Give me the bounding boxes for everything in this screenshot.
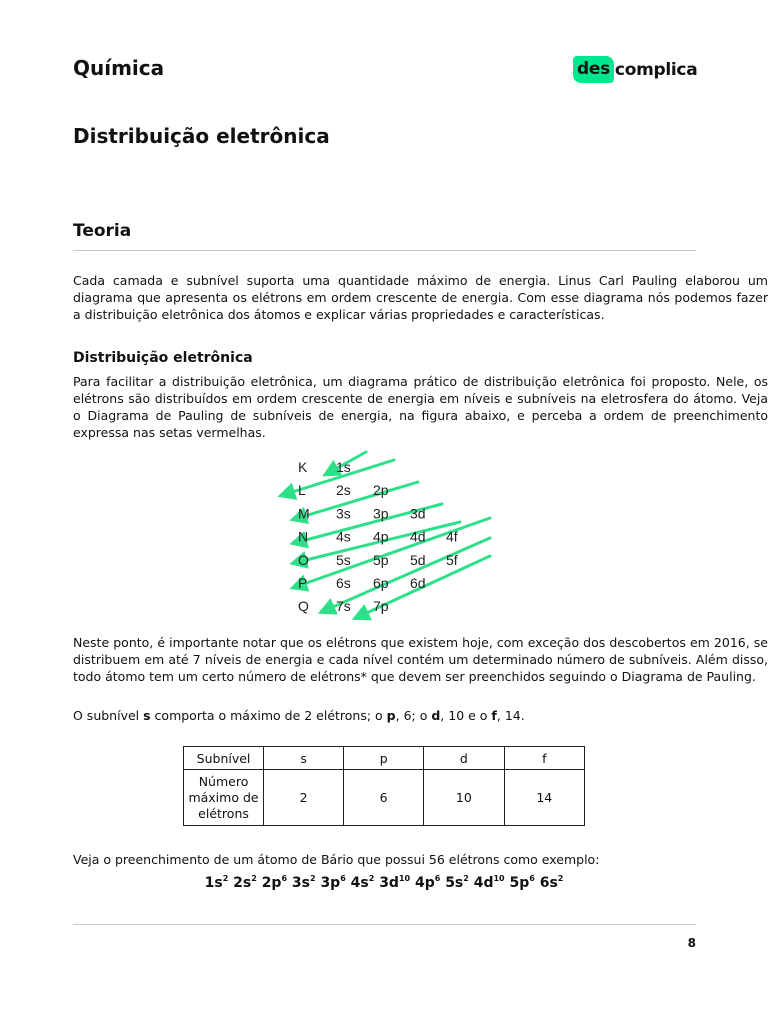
term-exponent: 6 bbox=[340, 874, 346, 883]
diagram-subshell-label: 3p bbox=[373, 505, 389, 522]
footer-divider bbox=[73, 924, 696, 925]
diagram-level-label: M bbox=[298, 505, 310, 522]
configuration-term bbox=[415, 875, 440, 891]
term-base: 5p bbox=[509, 875, 530, 891]
term-exponent: 10 bbox=[493, 874, 505, 883]
term-exponent: 2 bbox=[463, 874, 469, 883]
term-exponent: 6 bbox=[434, 874, 441, 883]
diagram-subshell-label: 7p bbox=[373, 598, 389, 615]
diagram-subshell-label: 5f bbox=[446, 551, 458, 568]
diagram-level-label: K bbox=[298, 459, 308, 475]
table-header-cell: d bbox=[424, 747, 504, 770]
capacity-bold-f: f bbox=[491, 708, 497, 723]
subshell-capacity-table bbox=[183, 746, 585, 826]
term-base: 3d bbox=[379, 875, 399, 891]
term-exponent: 2 bbox=[557, 874, 564, 883]
subject-title: Química bbox=[73, 56, 165, 80]
topic-title: Distribuição eletrônica bbox=[73, 124, 330, 148]
diagram-subshell-label: 3d bbox=[410, 505, 426, 522]
diagram-subshell-label: 7s bbox=[336, 598, 351, 615]
capacity-text bbox=[73, 707, 768, 724]
diagram-subshell-label: 2p bbox=[373, 482, 389, 499]
term-exponent: 10 bbox=[398, 874, 411, 883]
table-row bbox=[184, 770, 585, 826]
table-header-cell: Subnível bbox=[184, 747, 264, 770]
diagram-subshell-label: 4d bbox=[410, 528, 426, 545]
row-label-line: máximo de bbox=[188, 789, 259, 805]
term-exponent: 6 bbox=[281, 874, 288, 883]
term-exponent: 2 bbox=[368, 874, 375, 883]
diagram-subshell-label: 3s bbox=[336, 505, 351, 522]
logo-complica-text: complica bbox=[614, 59, 698, 80]
configuration-term bbox=[262, 875, 287, 891]
diagram-subshell-label: 2s bbox=[336, 482, 351, 499]
term-base: 3p bbox=[320, 875, 341, 891]
configuration-term bbox=[233, 875, 257, 891]
table-cell: 6 bbox=[344, 770, 424, 826]
table-cell: 10 bbox=[424, 770, 504, 826]
intro-text: Cada camada e subnível suporta uma quantidade máximo de energia. Linus Carl Pauling elaborou um diagrama que apresenta os elétrons em ordem crescente de energia. Com esse diagrama nós podemos fazer a distribuição eletrônica dos átomos e explicar várias propriedades e características. bbox=[73, 273, 768, 322]
example-sentence bbox=[73, 851, 768, 868]
row-label-line: Número bbox=[198, 773, 249, 789]
diagram-level-label: P bbox=[298, 575, 308, 591]
after-diagram-paragraph bbox=[73, 634, 768, 685]
subsection-paragraph bbox=[73, 373, 768, 441]
diagram-subshell-label: 5d bbox=[410, 551, 426, 568]
configuration-term bbox=[205, 875, 229, 891]
table-header-cell: p bbox=[344, 747, 424, 770]
diagram-subshell-label: 6d bbox=[410, 575, 426, 591]
table-header-row bbox=[184, 747, 585, 770]
capacity-sentence bbox=[73, 707, 768, 724]
pauling-diagram bbox=[276, 448, 506, 623]
diagram-subshell-label: 4f bbox=[446, 528, 458, 545]
term-base: 2p bbox=[261, 875, 282, 891]
barium-electron-configuration bbox=[0, 874, 768, 891]
descomplica-logo bbox=[573, 53, 697, 86]
diagram-arrow bbox=[298, 482, 418, 518]
diagram-subshell-label: 5p bbox=[373, 551, 389, 568]
capacity-part: , 10 e o bbox=[440, 708, 492, 723]
configuration-term bbox=[292, 875, 316, 891]
term-base: 6s bbox=[539, 875, 558, 891]
diagram-subshell-label: 1s bbox=[336, 459, 351, 475]
logo-des-badge: des bbox=[573, 56, 614, 83]
subsection-title: Distribuição eletrônica bbox=[73, 350, 253, 366]
capacity-part: , 6; o bbox=[395, 708, 432, 723]
diagram-subshell-label: 6p bbox=[373, 575, 389, 591]
capacity-part: comporta o máximo de 2 elétrons; o bbox=[150, 708, 387, 723]
term-exponent: 6 bbox=[529, 874, 535, 883]
capacity-bold-s: s bbox=[143, 708, 151, 723]
term-exponent: 2 bbox=[251, 874, 257, 883]
term-base: 1s bbox=[204, 875, 223, 891]
table-header-cell: s bbox=[264, 747, 344, 770]
section-title: Teoria bbox=[73, 221, 132, 241]
term-exponent: 2 bbox=[309, 874, 316, 883]
term-exponent: 2 bbox=[222, 874, 229, 883]
row-label-line: elétrons bbox=[198, 805, 249, 821]
capacity-part: , 14. bbox=[496, 708, 525, 723]
diagram-level-label: N bbox=[298, 528, 309, 545]
term-base: 5s bbox=[445, 875, 464, 891]
term-base: 3s bbox=[291, 875, 310, 891]
capacity-bold-p: p bbox=[386, 708, 396, 723]
table-row-label bbox=[184, 770, 264, 826]
section-divider bbox=[73, 250, 696, 251]
configuration-term bbox=[379, 875, 410, 891]
term-base: 2s bbox=[233, 875, 252, 891]
capacity-bold-d: d bbox=[431, 708, 441, 723]
configuration-term bbox=[474, 875, 505, 891]
term-base: 4p bbox=[414, 875, 435, 891]
term-base: 4d bbox=[473, 875, 494, 891]
capacity-part: O subnível bbox=[73, 708, 144, 723]
diagram-subshell-label: 4s bbox=[336, 528, 351, 545]
term-base: 4s bbox=[350, 875, 369, 891]
configuration-term bbox=[351, 875, 375, 891]
table-cell: 14 bbox=[504, 770, 584, 826]
example-text: Veja o preenchimento de um átomo de Bário que possui 56 elétrons como exemplo: bbox=[73, 852, 600, 867]
configuration-term bbox=[320, 875, 345, 891]
configuration-term bbox=[540, 875, 564, 891]
diagram-level-label: Q bbox=[298, 598, 309, 615]
diagram-subshell-label: 4p bbox=[373, 528, 389, 545]
after-diagram-text: Neste ponto, é importante notar que os elétrons que existem hoje, com exceção dos descobertos em 2016, se distribuem em até 7 níveis de energia e cada nível contém um determinado número de subníveis. Além disso, todo átomo tem um certo número de elétrons* que devem ser preenchidos seguindo o Diagrama de Pauling. bbox=[73, 635, 768, 684]
diagram-subshell-label: 5s bbox=[336, 551, 351, 568]
table-header-cell: f bbox=[504, 747, 584, 770]
configuration-term bbox=[510, 875, 535, 891]
page-number: 8 bbox=[687, 936, 696, 950]
diagram-level-label: O bbox=[298, 551, 309, 568]
diagram-level-label: L bbox=[298, 482, 306, 499]
subsection-text: Para facilitar a distribuição eletrônica, um diagrama prático de distribuição eletrônica foi proposto. Nele, os elétrons são distribuídos em ordem crescente de energia em níveis e subníveis na eletrosfera do átomo. Veja o Diagrama de Pauling de subníveis de energia, na figura abaixo, e perceba a ordem de preenchimento expressa nas setas vermelhas. bbox=[73, 374, 768, 440]
intro-paragraph bbox=[73, 272, 768, 323]
diagram-subshell-label: 6s bbox=[336, 575, 351, 591]
table-cell: 2 bbox=[264, 770, 344, 826]
configuration-term bbox=[445, 875, 469, 891]
